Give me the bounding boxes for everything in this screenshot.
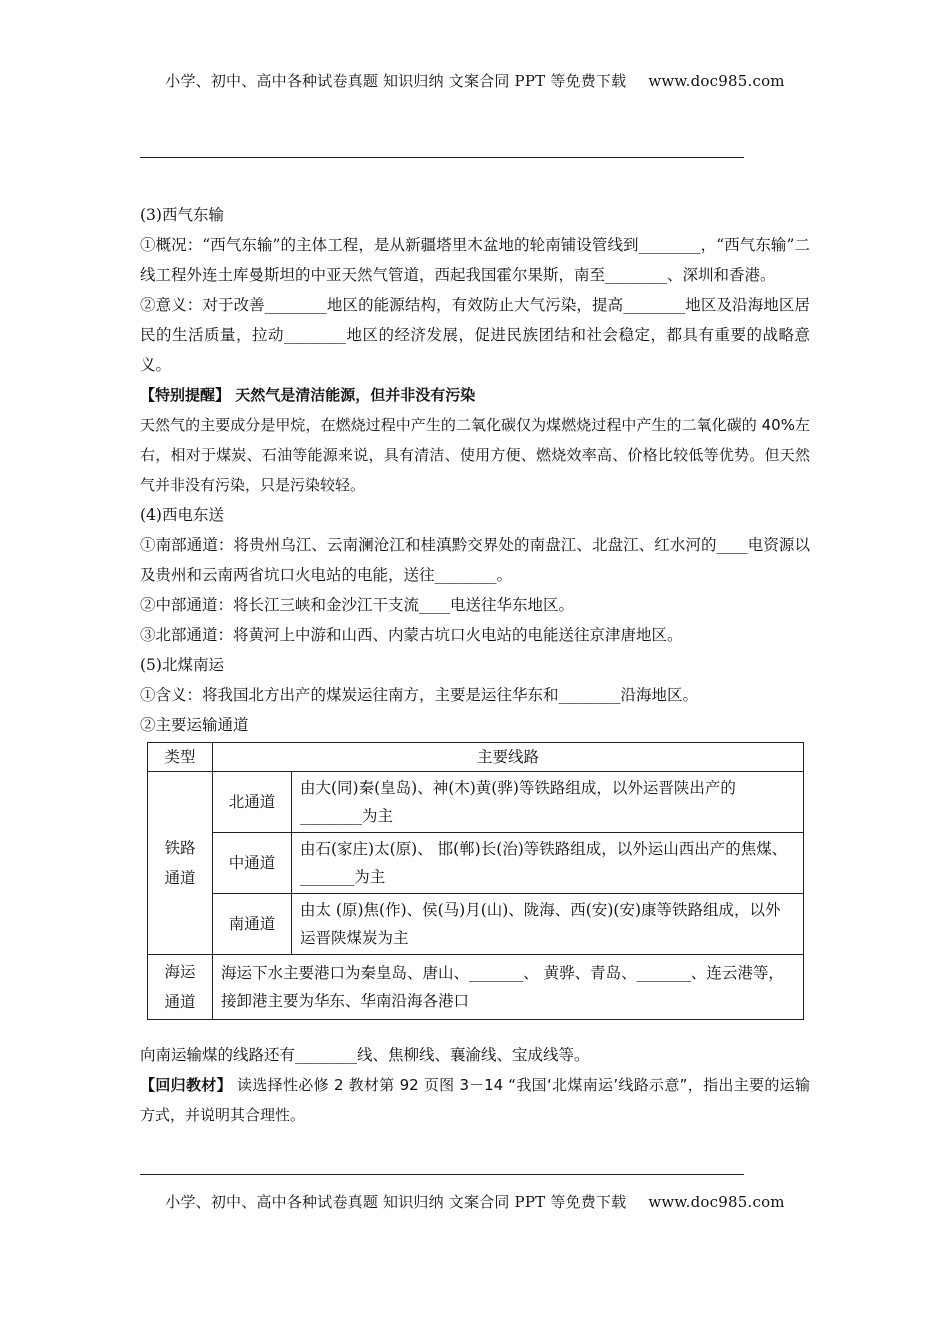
page-header: [0, 70, 950, 91]
sea-channel-label: 海运通道: [148, 955, 213, 1020]
route-desc: 由太 (原)焦(作)、侯(马)月(山)、陇海、西(安)(安)康等铁路组成，以外运晋陕煤炭为主: [292, 894, 804, 955]
table-row: [148, 894, 804, 955]
document-body: [140, 200, 810, 1130]
section-3-significance: ②意义：对于改善________地区的能源结构，有效防止大气污染，提高________地区及沿海地区居民的生活质量，拉动________地区的经济发展，促进民族团结和社会稳定，都具有重要的战略意义。: [140, 296, 810, 374]
header-url[interactable]: www.doc985.com: [648, 72, 785, 90]
special-tip-title: 天然气是清洁能源，但并非没有污染: [230, 386, 476, 404]
route-name: 南通道: [213, 894, 292, 955]
section-5-channels-label: ②主要运输通道: [140, 716, 249, 734]
table-header-row: [148, 743, 804, 772]
route-name: 中通道: [213, 833, 292, 894]
section-3-title: (3)西气东输: [140, 206, 224, 224]
footer-url[interactable]: www.doc985.com: [648, 1193, 785, 1211]
section-4-middle-channel: ②中部通道：将长江三峡和金沙江干支流____电送往华东地区。: [140, 596, 575, 614]
table-head-routes: 主要线路: [213, 743, 804, 772]
route-desc: 由石(家庄)太(原)、 邯(郸)长(治)等铁路组成，以外运山西出产的焦煤、_______为主: [292, 833, 804, 894]
route-desc: 由大(同)秦(皇岛)、神(木)黄(骅)等铁路组成，以外运晋陕出产的________为主: [292, 772, 804, 833]
special-tip-heading: [140, 380, 810, 410]
coal-transport-table: [147, 742, 804, 1020]
special-tip-body: 天然气的主要成分是甲烷，在燃烧过程中产生的二氧化碳仅为煤燃烧过程中产生的二氧化碳的 40%左右，相对于煤炭、石油等能源来说，具有清洁、使用方便、燃烧效率高、价格比较低等优势。但天然气并非没有污染，只是污染较轻。: [140, 416, 810, 494]
page-footer: [0, 1191, 950, 1212]
table-row: [148, 955, 804, 1020]
section-4-north-channel: ③北部通道：将黄河上中游和山西、内蒙古坑口火电站的电能送往京津唐地区。: [140, 626, 683, 644]
return-label: 【回归教材】: [140, 1076, 232, 1094]
section-4-title: (4)西电东送: [140, 506, 224, 524]
route-name: 北通道: [213, 772, 292, 833]
table-row: [148, 772, 804, 833]
footer-text: 小学、初中、高中各种试卷真题 知识归纳 文案合同 PPT 等免费下载: [165, 1193, 627, 1211]
section-3-overview: ①概况：“西气东输”的主体工程，是从新疆塔里木盆地的轮南铺设管线到________，“西气东输”二线工程外连土库曼斯坦的中亚天然气管道，西起我国霍尔果斯，南至________、深圳和香港。: [140, 236, 810, 284]
table-row: [148, 833, 804, 894]
return-to-textbook: [140, 1070, 810, 1130]
sea-channel-desc: 海运下水主要港口为秦皇岛、唐山、_______、 黄骅、青岛、_______、连云港等，接卸港主要为华东、华南沿海各港口: [213, 955, 804, 1020]
special-tip-label: 【特别提醒】: [140, 386, 231, 404]
rail-channel-label: 铁路通道: [148, 772, 213, 955]
answer-line-top: [140, 157, 744, 158]
other-routes-text: 向南运输煤的线路还有________线、焦柳线、襄渝线、宝成线等。: [140, 1046, 590, 1064]
table-head-type: 类型: [148, 743, 213, 772]
section-4-south-channel: ①南部通道：将贵州乌江、云南澜沧江和桂滇黔交界处的南盘江、北盘江、红水河的____电资源以及贵州和云南两省坑口火电站的电能，送往________。: [140, 536, 810, 584]
header-text: 小学、初中、高中各种试卷真题 知识归纳 文案合同 PPT 等免费下载: [165, 72, 627, 90]
answer-line-bottom: [140, 1174, 744, 1175]
section-5-title: (5)北煤南运: [140, 656, 224, 674]
return-body: 读选择性必修 2 教材第 92 页图 3－14 “我国‘北煤南运’线路示意”，指出主要的运输方式，并说明其合理性。: [140, 1076, 810, 1124]
section-5-meaning: ①含义：将我国北方出产的煤炭运往南方，主要是运往华东和________沿海地区。: [140, 686, 699, 704]
